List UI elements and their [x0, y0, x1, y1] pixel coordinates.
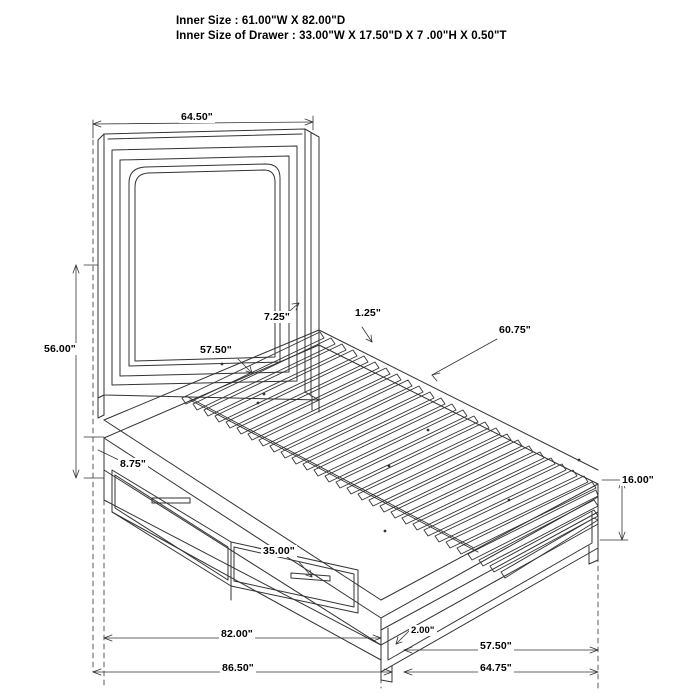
dim-headboard-height: 56.00" [44, 343, 76, 355]
dim-overall-length: 86.50" [222, 662, 254, 674]
storage-drawers [104, 470, 381, 672]
dim-foot-offset: 2.00" [411, 625, 435, 636]
dim-headboard-width: 64.50" [181, 111, 213, 123]
slat-deck [182, 332, 598, 578]
dim-overall-width: 64.75" [480, 662, 512, 674]
header-line-1: Inner Size : 61.00"W X 82.00"D [176, 15, 346, 27]
dim-rail-height: 8.75" [120, 458, 146, 470]
dim-mattress-width: 57.50" [200, 344, 232, 356]
dim-footboard-height: 16.00" [622, 474, 654, 486]
dim-inner-length: 82.00" [221, 628, 253, 640]
dim-bed-depth: 60.75" [499, 324, 531, 336]
dim-slat-thickness: 1.25" [355, 307, 381, 319]
dim-panel-inset: 7.25" [264, 311, 290, 323]
header-line-2: Inner Size of Drawer : 33.00"W X 17.50"D X 7 .00"H X 0.50"T [176, 30, 507, 42]
dim-drawer-width: 35.00" [263, 545, 295, 557]
headboard-outline [98, 129, 319, 418]
bed-frame-outline [104, 330, 598, 645]
dim-footboard-width: 57.50" [480, 640, 512, 652]
dimension-lines [73, 116, 628, 688]
